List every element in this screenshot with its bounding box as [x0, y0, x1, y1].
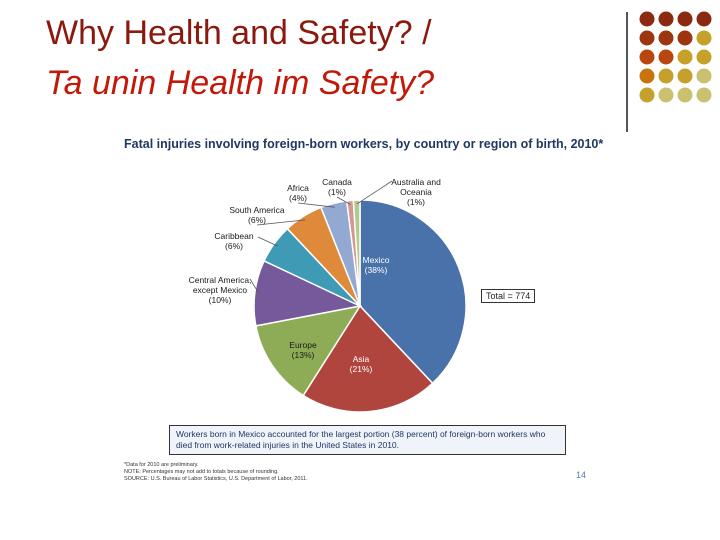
decor-dot [678, 69, 693, 84]
decor-dot [640, 50, 655, 65]
decorative-dot-grid [636, 8, 720, 132]
footnote-preliminary: *Data for 2010 are preliminary. [124, 462, 199, 468]
decor-dot [697, 12, 712, 27]
decor-dot [659, 50, 674, 65]
decor-dot [678, 88, 693, 103]
pie-chart [120, 155, 590, 420]
slice-label-australia-and-oceania: Australia and Oceania (1%) [391, 177, 441, 207]
chart-title: Fatal injuries involving foreign-born workers, by country or region of birth, 2010* [124, 137, 604, 151]
decor-dot [697, 69, 712, 84]
divider [626, 12, 628, 132]
decor-dot [678, 50, 693, 65]
slice-label-caribbean: Caribbean (6%) [214, 231, 254, 251]
decor-dot [697, 88, 712, 103]
decor-dot [640, 12, 655, 27]
decor-dot [640, 31, 655, 46]
slice-label-europe: Europe (13%) [289, 340, 317, 360]
slice-label-mexico: Mexico (38%) [362, 255, 390, 275]
decor-dot [659, 69, 674, 84]
footnotes [124, 462, 308, 483]
decor-dot [697, 50, 712, 65]
page-number: 14 [576, 470, 587, 480]
footnote-rounding: NOTE: Percentages may not add to totals because of rounding. [124, 469, 279, 475]
decor-dot [640, 69, 655, 84]
decor-dot [697, 31, 712, 46]
chart-note: Workers born in Mexico accounted for the largest portion (38 percent) of foreign-born workers who died from work-related injuries in the United States in 2010. [169, 425, 566, 455]
decor-dot [659, 12, 674, 27]
decor-dot [678, 12, 693, 27]
slice-label-asia: Asia (21%) [349, 354, 373, 374]
slice-label-south-america: South America (6%) [229, 205, 285, 225]
slice-label-africa: Africa (4%) [287, 183, 309, 203]
slide-subtitle: Ta unin Health im Safety? [46, 64, 435, 102]
slice-label-central-america-except-mexico: Central America, except Mexico (10%) [188, 275, 252, 305]
decor-dot [640, 88, 655, 103]
decor-dot [678, 31, 693, 46]
decor-dot [659, 88, 674, 103]
slide-title: Why Health and Safety? / [46, 14, 432, 52]
footnote-source: SOURCE: U.S. Bureau of Labor Statistics, U.S. Department of Labor, 2011. [124, 476, 308, 482]
total-label: Total = 774 [481, 289, 535, 303]
slice-label-canada: Canada (1%) [322, 177, 352, 197]
decor-dot [659, 31, 674, 46]
leader-line [258, 237, 277, 246]
